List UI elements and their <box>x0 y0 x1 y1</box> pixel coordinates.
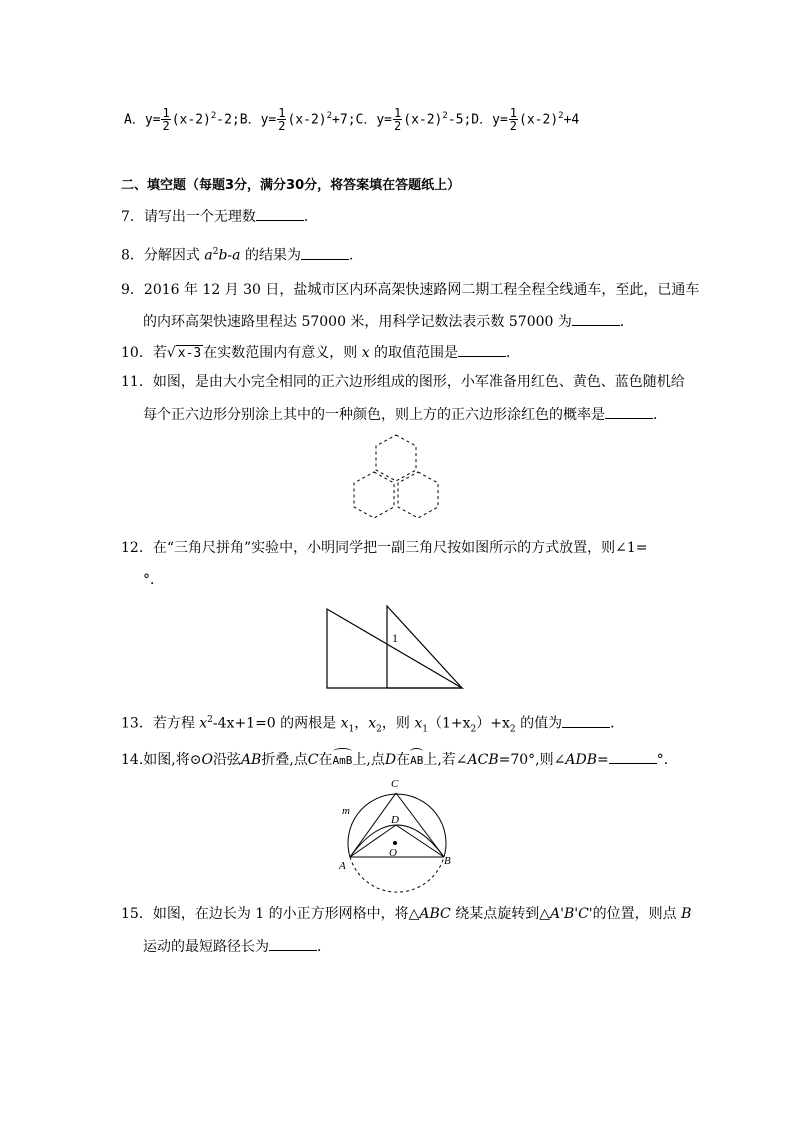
circle-fold-figure <box>336 773 456 895</box>
q6-options: A．y= $\frac{1}{2}$ $(x-2)^2-2;B$．y= $\frac{1}{2}$ $(x-2)^2+7;C$．y= $\frac{1}{2}$ $(x-2)^2-5;D$．y= $\frac{1}{2}$ $(x-2)^2+4$ <box>124 106 580 134</box>
angle-1-label: 1 <box>392 631 398 645</box>
circle-lower-arc <box>350 857 444 892</box>
question-12-line2: °． <box>143 572 164 588</box>
fraction: $\frac{1}{2}$ <box>162 106 170 134</box>
question-9-line2: 的内环高架快速路里程达 57000 米，用科学记数法表示数 57000 为 ． <box>143 311 634 332</box>
answer-blank[interactable] <box>458 342 506 357</box>
bottom-left-hexagon <box>354 472 394 518</box>
bottom-right-hexagon <box>398 472 438 518</box>
arc-ab: AB <box>410 748 423 771</box>
triangle-rulers-figure <box>320 600 470 695</box>
answer-blank[interactable] <box>572 311 620 326</box>
answer-blank[interactable] <box>562 713 610 728</box>
question-12-line1: 12．在“三角尺拼角”实验中，小明同学把一副三角尺按如图所示的方式放置，则∠1= <box>121 540 648 556</box>
answer-blank[interactable] <box>605 404 653 419</box>
question-15-line2: 运动的最短路径长为 ． <box>143 936 331 957</box>
fraction: $\frac{1}{2}$ <box>509 106 518 134</box>
folded-arc <box>350 825 444 857</box>
section-heading: 二、填空题（每题3分，满分30分，将答案填在答题纸上） <box>121 178 461 193</box>
segment-bc <box>396 793 444 857</box>
segment-bd <box>396 825 444 857</box>
hexagon-figure <box>350 432 442 526</box>
question-15-line1: 15．如图，在边长为 1 的小正方形网格中，将△ABC 绕某点旋转到△A'B'C'的位置，则点 B <box>121 906 692 922</box>
answer-blank[interactable] <box>256 206 304 221</box>
label-b: B <box>444 855 451 867</box>
center-point <box>393 841 397 845</box>
top-hexagon <box>376 435 416 481</box>
question-11-line2: 每个正六边形分别涂上其中的一种颜色，则上方的正六边形涂红色的概率是 ． <box>143 404 667 425</box>
fraction: $\frac{1}{2}$ <box>394 106 402 134</box>
right-triangle-small <box>387 606 462 688</box>
fraction: $\frac{1}{2}$ <box>278 106 286 134</box>
label-d: D <box>391 814 399 826</box>
question-10: 10．若√ x-3 在实数范围内有意义，则 x 的取值范围是 ． <box>121 342 520 364</box>
question-8: 8．分解因式 $a^2b-a$ 的结果为 ． <box>121 242 363 266</box>
question-7: 7．请写出一个无理数 ． <box>121 206 318 227</box>
answer-blank[interactable] <box>301 245 349 260</box>
question-9-line1: 9．2016 年 12 月 30 日，盐城市区内环高架快速路网二期工程全程全线通车，至此，已通车 <box>121 282 700 298</box>
label-c: C <box>391 778 399 790</box>
label-m: m <box>342 805 350 817</box>
answer-blank[interactable] <box>269 936 317 951</box>
label-a: A <box>339 860 346 872</box>
question-14: 14.如图,将⊙O沿弦AB折叠,点C在AmB上,点D在AB上,若∠ACB=70°,则∠ADB= °． <box>121 748 678 771</box>
question-11-line1: 11．如图，是由大小完全相同的正六边形组成的图形，小军准备用红色、黄色、蓝色随机给 <box>121 374 685 390</box>
arc-amb: AmB <box>333 748 353 771</box>
question-13: 13．若方程 $x^2-4x+1=0$ 的两根是 $x_1$，$x_2$，则 $x_1(1+x_2)+x_2$ 的值为 ． <box>121 710 624 739</box>
answer-blank[interactable] <box>609 749 657 764</box>
label-o: O <box>389 847 397 859</box>
right-triangle-large <box>327 609 462 688</box>
sqrt-expression: √ x-3 <box>166 345 202 361</box>
